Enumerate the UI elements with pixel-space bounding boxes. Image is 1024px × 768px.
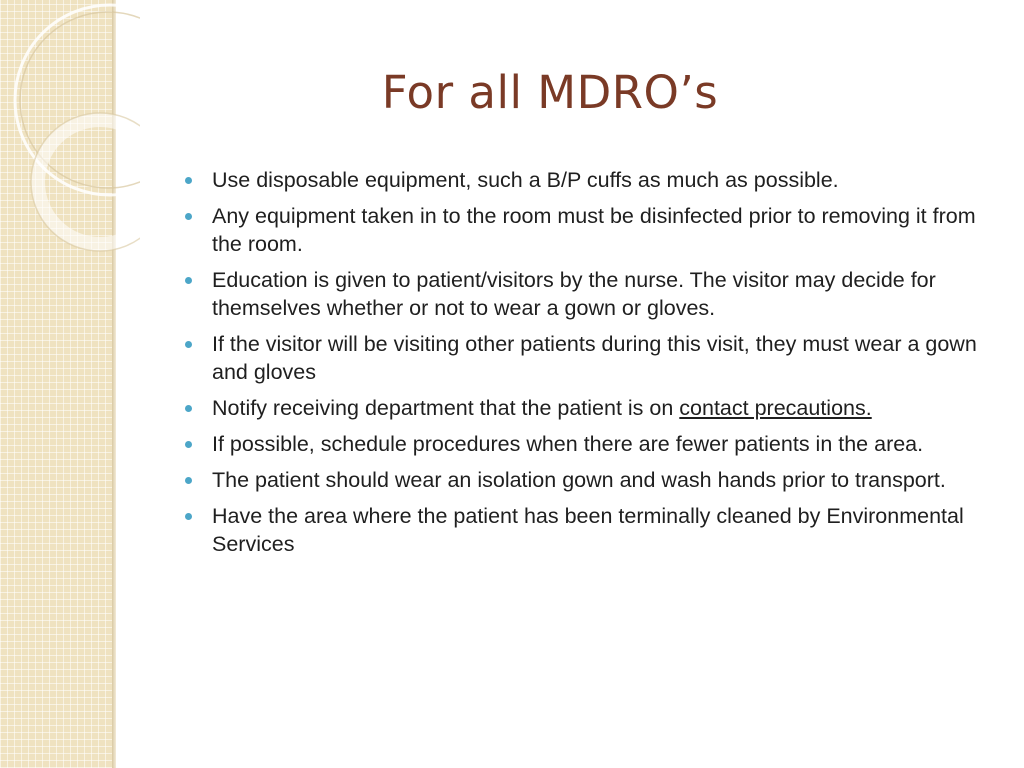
bullet-item: [212, 330, 984, 386]
bullet-dot-icon: [185, 513, 192, 520]
bullet-item: [212, 502, 984, 558]
bullet-item: [212, 202, 984, 258]
bullet-dot-icon: [185, 441, 192, 448]
bullet-text: If possible, schedule procedures when there are fewer patients in the area.: [212, 432, 924, 456]
bullet-text: Have the area where the patient has been terminally cleaned by Environmental Services: [212, 504, 964, 556]
bullet-item: [212, 466, 984, 494]
bullet-text: Education is given to patient/visitors by the nurse. The visitor may decide for themselves whether or not to wear a gown or gloves.: [212, 268, 936, 320]
slide-title: For all MDRO’s: [381, 66, 719, 119]
decorative-ring-small: [38, 120, 140, 244]
bullet-dot-icon: [185, 341, 192, 348]
bullet-text: Use disposable equipment, such a B/P cuffs as much as possible.: [212, 168, 839, 192]
bullet-item: [212, 166, 984, 194]
contact-precautions-link[interactable]: contact precautions.: [679, 396, 872, 420]
bullet-text: If the visitor will be visiting other patients during this visit, they must wear a gown and gloves: [212, 332, 977, 384]
bullet-item: [212, 266, 984, 322]
bullet-dot-icon: [185, 405, 192, 412]
bullet-dot-icon: [185, 177, 192, 184]
bullet-text: Notify receiving department that the patient is on: [212, 396, 680, 420]
bullet-list: [212, 166, 984, 566]
bullet-item: [212, 430, 984, 458]
decorative-ring-small-outline: [31, 113, 140, 251]
bullet-text: Any equipment taken in to the room must be disinfected prior to removing it from the room.: [212, 204, 976, 256]
bullet-dot-icon: [185, 213, 192, 220]
bullet-text: The patient should wear an isolation gown and wash hands prior to transport.: [212, 468, 946, 492]
bullet-item: [212, 394, 984, 422]
decorative-rings: [0, 0, 140, 300]
bullet-dot-icon: [185, 277, 192, 284]
bullet-dot-icon: [185, 477, 192, 484]
